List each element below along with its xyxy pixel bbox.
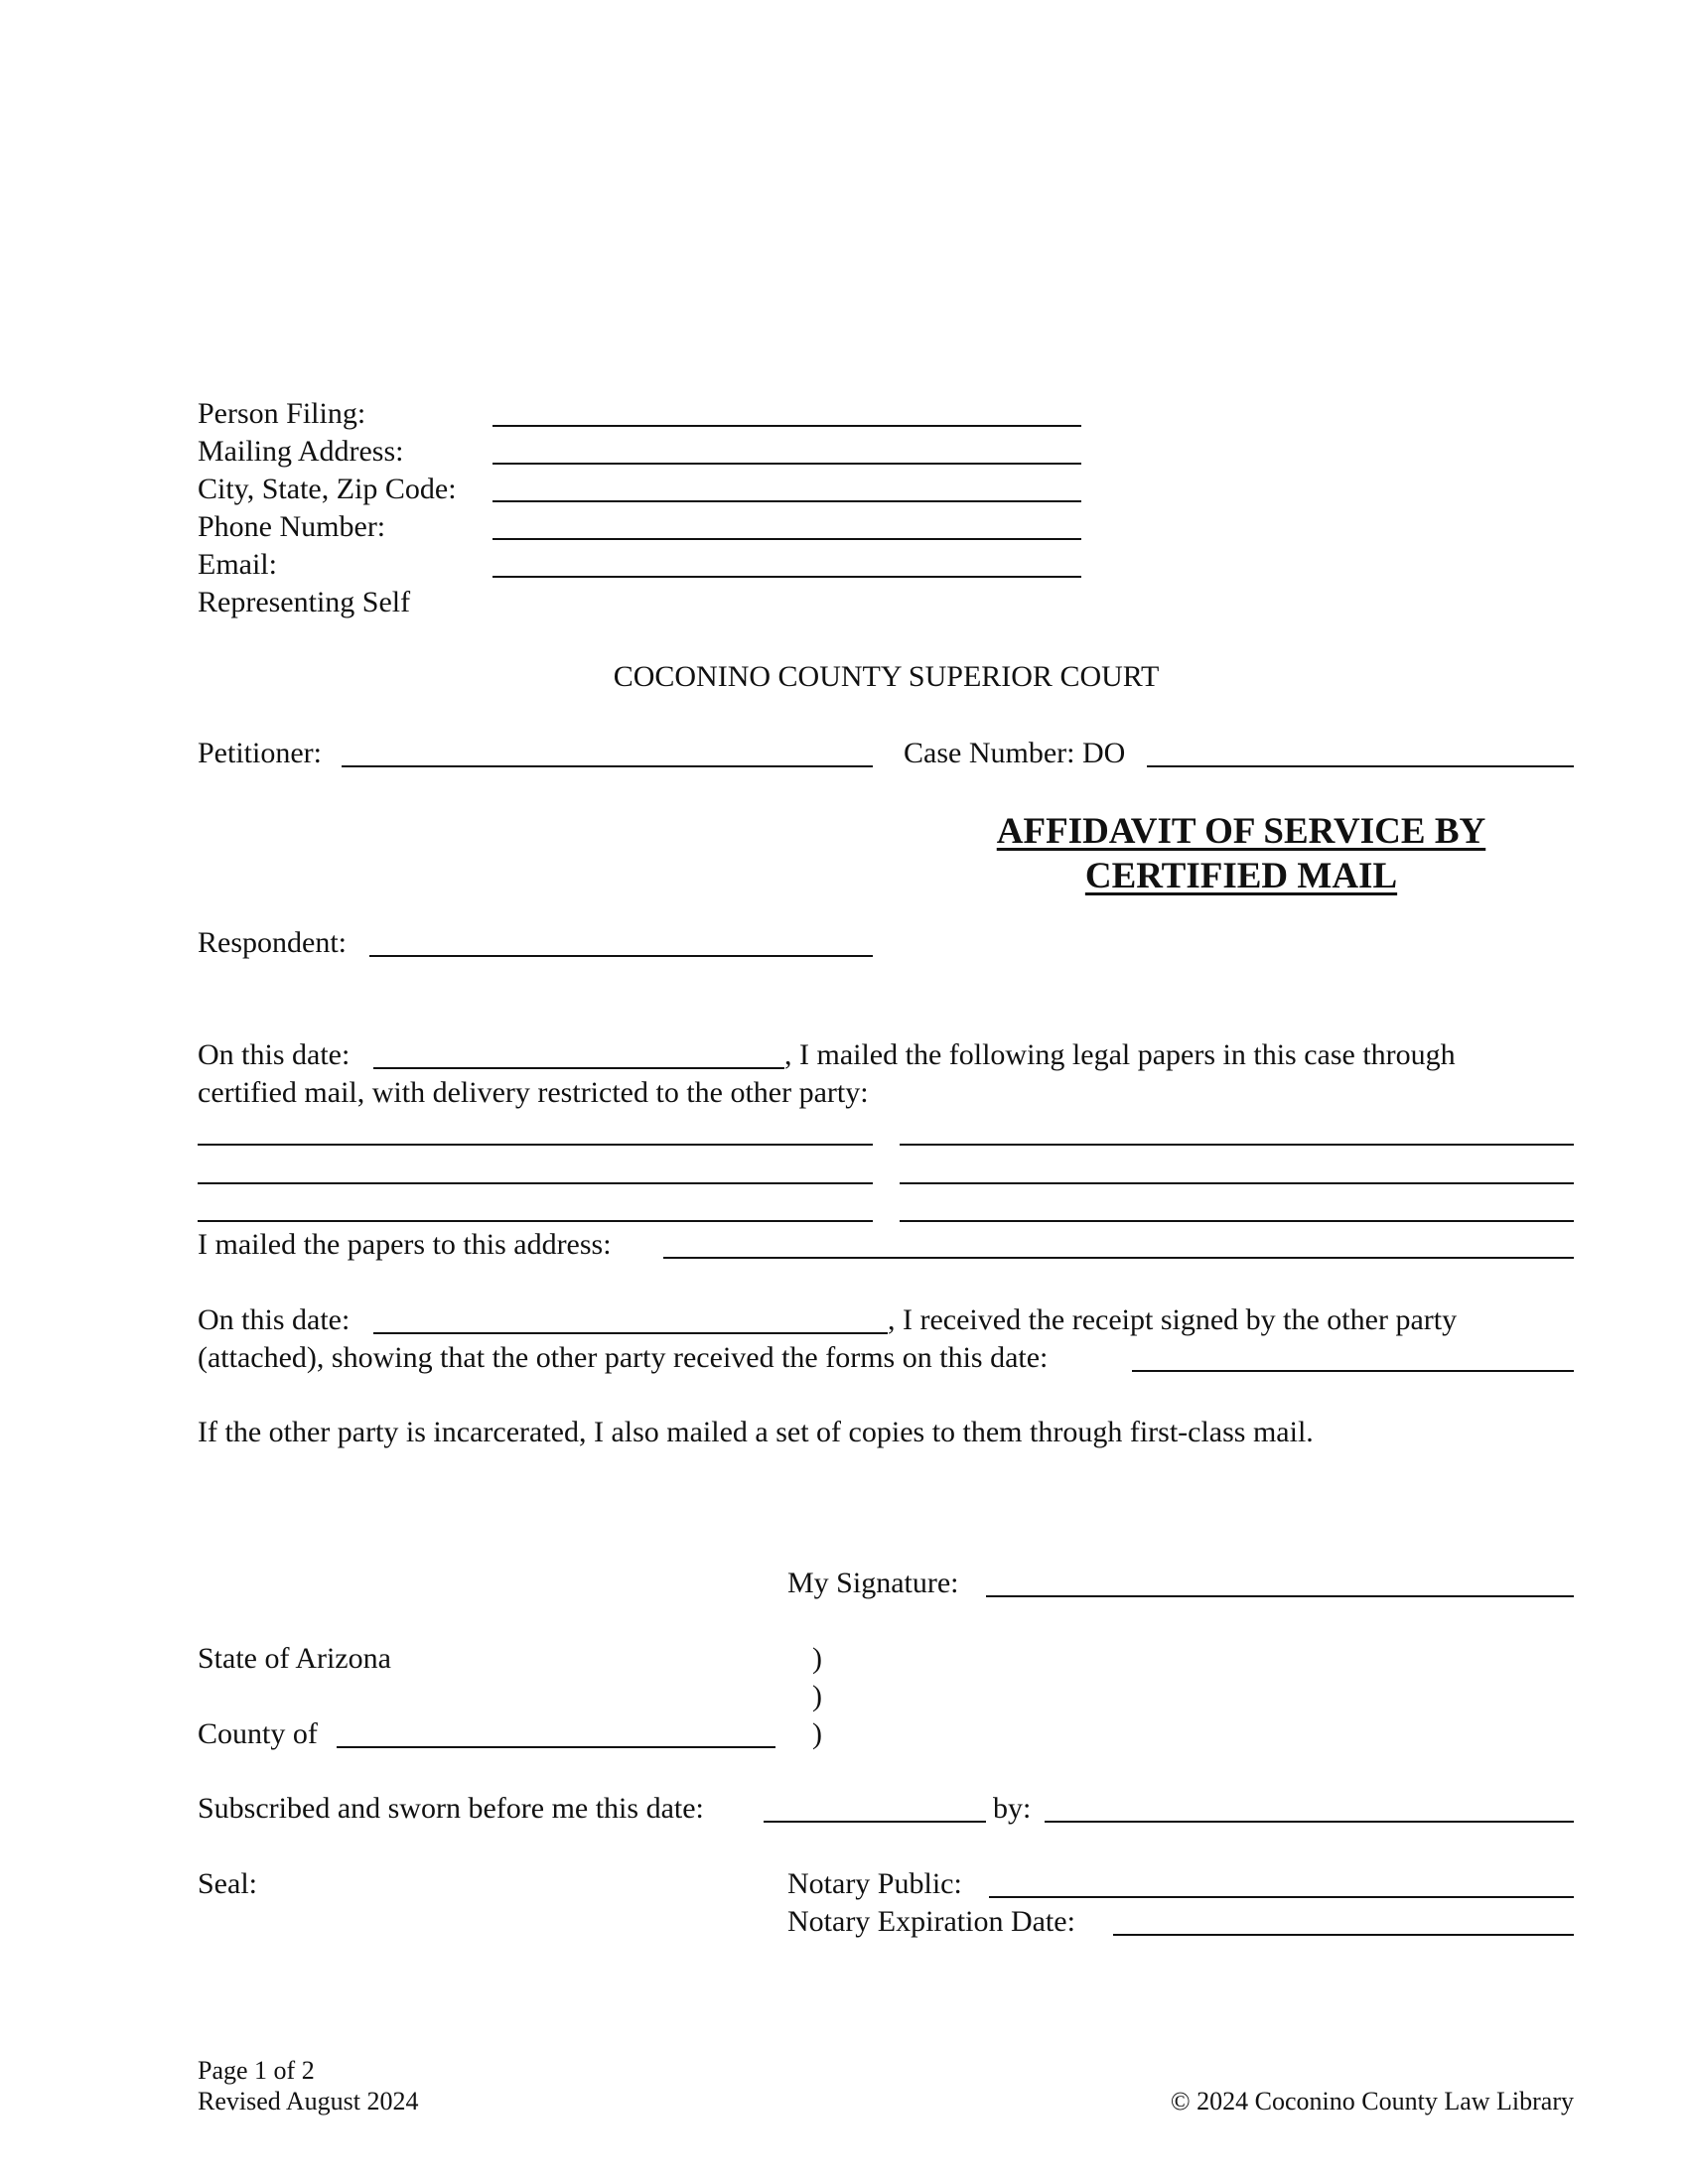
form-title-line2: CERTIFIED MAIL <box>1084 856 1398 896</box>
subscribed-label: Subscribed and sworn before me this date: <box>198 1792 704 1825</box>
form-title-line1: AFFIDAVIT OF SERVICE BY <box>996 811 1486 852</box>
city-state-zip-field[interactable] <box>492 500 1081 502</box>
my-signature-label: My Signature: <box>787 1567 959 1599</box>
email-label: Email: <box>198 548 277 581</box>
city-state-zip-label: City, State, Zip Code: <box>198 473 457 505</box>
seal-label: Seal: <box>198 1867 257 1900</box>
respondent-label: Respondent: <box>198 926 347 959</box>
page-number: Page 1 of 2 <box>198 2056 315 2085</box>
state-label: State of Arizona <box>198 1642 391 1675</box>
receipt-date-field[interactable] <box>373 1332 888 1334</box>
copyright: © 2024 Coconino County Law Library <box>1170 2087 1574 2116</box>
phone-number-field[interactable] <box>492 538 1081 540</box>
papers-field-6[interactable] <box>900 1220 1574 1222</box>
mailed-date-label: On this date: <box>198 1038 351 1071</box>
paren-2: ) <box>812 1680 822 1712</box>
incarcerated-text: If the other party is incarcerated, I also mailed a set of copies to them through first-class mail. <box>198 1416 1314 1448</box>
email-field[interactable] <box>492 576 1081 578</box>
by-field[interactable] <box>1045 1821 1574 1823</box>
papers-field-2[interactable] <box>900 1144 1574 1146</box>
mailed-text-line1: , I mailed the following legal papers in this case through <box>784 1038 1456 1071</box>
revised-date: Revised August 2024 <box>198 2087 419 2116</box>
by-label: by: <box>993 1792 1032 1825</box>
papers-field-3[interactable] <box>198 1182 873 1184</box>
receipt-text-line1: , I received the receipt signed by the other party <box>888 1303 1458 1336</box>
county-field[interactable] <box>337 1746 775 1748</box>
paren-1: ) <box>812 1642 822 1675</box>
subscribed-date-field[interactable] <box>764 1821 986 1823</box>
person-filing-label: Person Filing: <box>198 397 366 430</box>
notary-public-field[interactable] <box>989 1896 1574 1898</box>
my-signature-field[interactable] <box>986 1595 1574 1597</box>
paren-3: ) <box>812 1717 822 1750</box>
court-name: COCONINO COUNTY SUPERIOR COURT <box>613 660 1160 693</box>
notary-expiration-label: Notary Expiration Date: <box>787 1905 1075 1938</box>
person-filing-field[interactable] <box>492 425 1081 427</box>
respondent-field[interactable] <box>369 955 873 957</box>
receipt-text-line2: (attached), showing that the other party received the forms on this date: <box>198 1341 1049 1374</box>
representing-self-label: Representing Self <box>198 586 411 618</box>
mailed-date-field[interactable] <box>373 1067 784 1069</box>
mailed-text-line2: certified mail, with delivery restricted to the other party: <box>198 1076 869 1109</box>
notary-public-label: Notary Public: <box>787 1867 962 1900</box>
phone-number-label: Phone Number: <box>198 510 386 543</box>
address-label: I mailed the papers to this address: <box>198 1228 612 1261</box>
receipt-date-label: On this date: <box>198 1303 351 1336</box>
case-number-field[interactable] <box>1147 765 1574 767</box>
county-label: County of <box>198 1717 318 1750</box>
mailing-address-field[interactable] <box>492 463 1081 465</box>
petitioner-label: Petitioner: <box>198 737 322 769</box>
papers-field-4[interactable] <box>900 1182 1574 1184</box>
petitioner-field[interactable] <box>342 765 873 767</box>
received-date-field[interactable] <box>1132 1370 1574 1372</box>
address-field[interactable] <box>663 1257 1574 1259</box>
papers-field-5[interactable] <box>198 1220 873 1222</box>
mailing-address-label: Mailing Address: <box>198 435 404 468</box>
papers-field-1[interactable] <box>198 1144 873 1146</box>
notary-expiration-field[interactable] <box>1113 1934 1574 1936</box>
case-number-label: Case Number: DO <box>904 737 1126 769</box>
